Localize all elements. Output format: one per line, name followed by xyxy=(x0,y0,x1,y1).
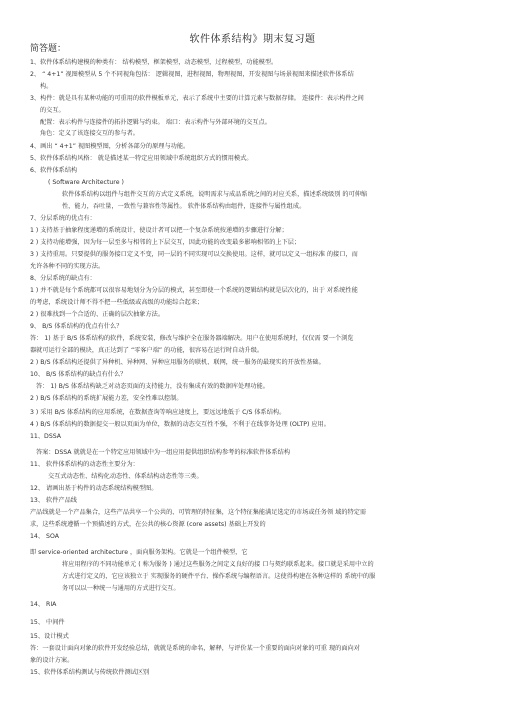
text-line: 15、设计模式 xyxy=(30,633,69,640)
text-line: 11、 软件体系结构的动态性主要分为： xyxy=(30,461,139,468)
text-line: ( Software Architecture ) xyxy=(48,179,124,186)
text-line: 产品线就是一个产品集合，这些产品共享一个公共的、可管理的特征集，这个特征集能满足选定的市场或任务领 域的特定需 xyxy=(30,509,367,516)
text-line: 9、 B/S 体系结构的优点有什么？ xyxy=(30,323,123,330)
text-line: 求，这些系统遵循一个预描述的方式，在公共的核心资源 (core assets) 基础上开发的 xyxy=(30,521,266,528)
text-line: 1 ) 并不就是每个系统都可以很容易地划分为分层的模式，甚至即使一个系统的逻辑结构就是层次化的，出于 对系统性能 xyxy=(30,287,358,294)
text-line: 器就可运行全部的模块，真正达到了 “零客户端” 的功能，很容易在运行时自动升级。 xyxy=(30,347,264,354)
text-line: 的交互。 xyxy=(40,107,65,114)
text-line: 象的设计方案。 xyxy=(30,657,74,664)
text-line: 允许各种不同的实现方法。 xyxy=(30,263,105,270)
text-line: 2 ) B/S 体系结构还提供了异种机、异种网、异种应用服务的联机、联网，统一服务的最现实的开放性基础。 xyxy=(30,359,325,366)
text-line: 2 ) B/S 体系结构的系统扩展能力差，安全性难以控制。 xyxy=(30,395,183,402)
text-line: 3 ) 采用 B/S 体系结构的应用系统，在数据查询等响应速度上，要远远地低于 C/S 体系结构。 xyxy=(30,409,286,416)
text-line: 性，能力，吞吐量，一致性与兼容性等属性。 软件体系结构由组件，连接件与属性组成。 xyxy=(62,203,306,210)
text-line: 11、DSSA xyxy=(30,433,62,440)
text-line: 12、 请画出基于构件的动态系统结构模型图。 xyxy=(30,485,158,492)
text-line: 3 ) 支持重用。只要提供的服务接口定义不变，同一层的不同实现可以交换使用。这样，就可以定义一组标准 的接口，而 xyxy=(30,251,358,258)
text-line: 答案：DSSA 就就是在一个特定应用领域中为一组应用提供组织结构参考的标准软件体系结构 xyxy=(36,449,291,456)
text-line: 15、 中间件 xyxy=(30,619,65,626)
text-line: 交互式动态性、结构化动态性、体系结构动态性等三类。 xyxy=(48,473,203,480)
text-line: 2 ) 很难找到一个合适的、正确的层次抽象方法。 xyxy=(30,311,165,318)
text-line: 软件体系结构以组件与组件交互的方式定义系统，说明需求与成品系统之间的对应关系，描述系统级别 的可伸缩 xyxy=(62,191,368,198)
text-line: 即 service-oriented architecture ，面向服务架构。它就是一个组件模型，它 xyxy=(30,549,248,556)
text-line: 角色：定义了该连接交互的参与者。 xyxy=(40,130,139,137)
text-line: 将应用程序的不同功能单元 ( 称为服务 ) 通过这些服务之间定义良好的接 口与契约联系起来。接口就是采用中立的 xyxy=(62,561,374,568)
text-line: 5、软件体系结构风格： 就是描述某一特定应用领域中系统组织方式的惯用模式。 xyxy=(30,155,253,162)
text-line: 14、 SOA xyxy=(30,533,59,540)
text-line: 配置：表示构件与连接件的拓扑逻辑与约束。 端口：表示构件与外部环境的交互点。 xyxy=(40,119,271,126)
text-line: 4 ) B/S 体系结构的数据提交一般以页面为单位，数据的动态交互性不强，不利于在线事务处理 (OLTP) 应用。 xyxy=(30,421,330,428)
text-line: 13、 软件产品线 xyxy=(30,497,77,504)
document-title: 软件体系结构》期末复习题 xyxy=(189,34,316,45)
text-line: 构。 xyxy=(40,83,53,90)
text-line: 答：一套设计面向对象的软件开发经验总结，就就是系统的命名，解释，与评价某一个重要的面向对象的可重 现的面向对 xyxy=(30,645,360,652)
text-line: 4、画出 “ 4+1” 视图模型图，分析各部分的原理与功能。 xyxy=(30,143,190,150)
text-line: 2 ) 支持功能增强，因为每一层至多与相邻的上下层交互，因此功能的改变最多影响相邻的上下层； xyxy=(30,239,301,246)
text-line: 10、 B/S 体系结构的缺点有什么？ xyxy=(30,371,127,378)
text-line: 2、 “ 4+1” 视图模型从 5 个不同视角包括： 逻辑视图，进程视图，物理视图，开发视图与场景视图来描述软件体系结 xyxy=(30,71,354,78)
text-line: 6、软件体系结构 xyxy=(30,167,78,174)
text-line: 方式进行定义的，它应该独立于 实现服务的硬件平台、操作系统与编程语言。这使得构建在各种这样的 系统中的服 xyxy=(62,573,376,580)
section-heading: 简答题： xyxy=(30,44,67,54)
text-line: 15、软件体系结构测试与传统软件测试区别 xyxy=(30,669,150,676)
text-line: 8、分层系统的缺点有： xyxy=(30,275,96,282)
text-line: 7、分层系统的优点有： xyxy=(30,215,96,222)
text-line: 14、 RIA xyxy=(30,601,57,608)
text-line: 答： 1) 基于 B/S 体系结构的软件，系统安装，修改与维护全在服务器端解决。用户在使用系统时，仅仅需 要一个浏览 xyxy=(30,335,354,342)
text-line: 3、构件：就是具有某种功能的可重用的软件模板单元，表示了系统中主要的计算元素与数据存储。 连接件：表示构件之间 xyxy=(30,95,364,102)
text-line: 1 ) 支持基于抽象程度递增的系统设计，使设计者可以把一个复杂系统按递增的步骤进行分解； xyxy=(30,227,288,234)
text-line: 1、软件体系结构建模的种类有： 结构模型，框架模型，动态模型，过程模型，功能模型。 xyxy=(30,59,278,66)
text-line: 的考虑，系统设计师不得不把一些低级或高级的功能综合起来； xyxy=(30,299,204,306)
text-line: 答： 1) B/S 体系结构缺乏对动态页面的支持能力，没有集成有效的数据库处理功能。 xyxy=(36,383,269,390)
text-line: 务可以以一种统一与通用的方式进行交互。 xyxy=(62,585,180,592)
